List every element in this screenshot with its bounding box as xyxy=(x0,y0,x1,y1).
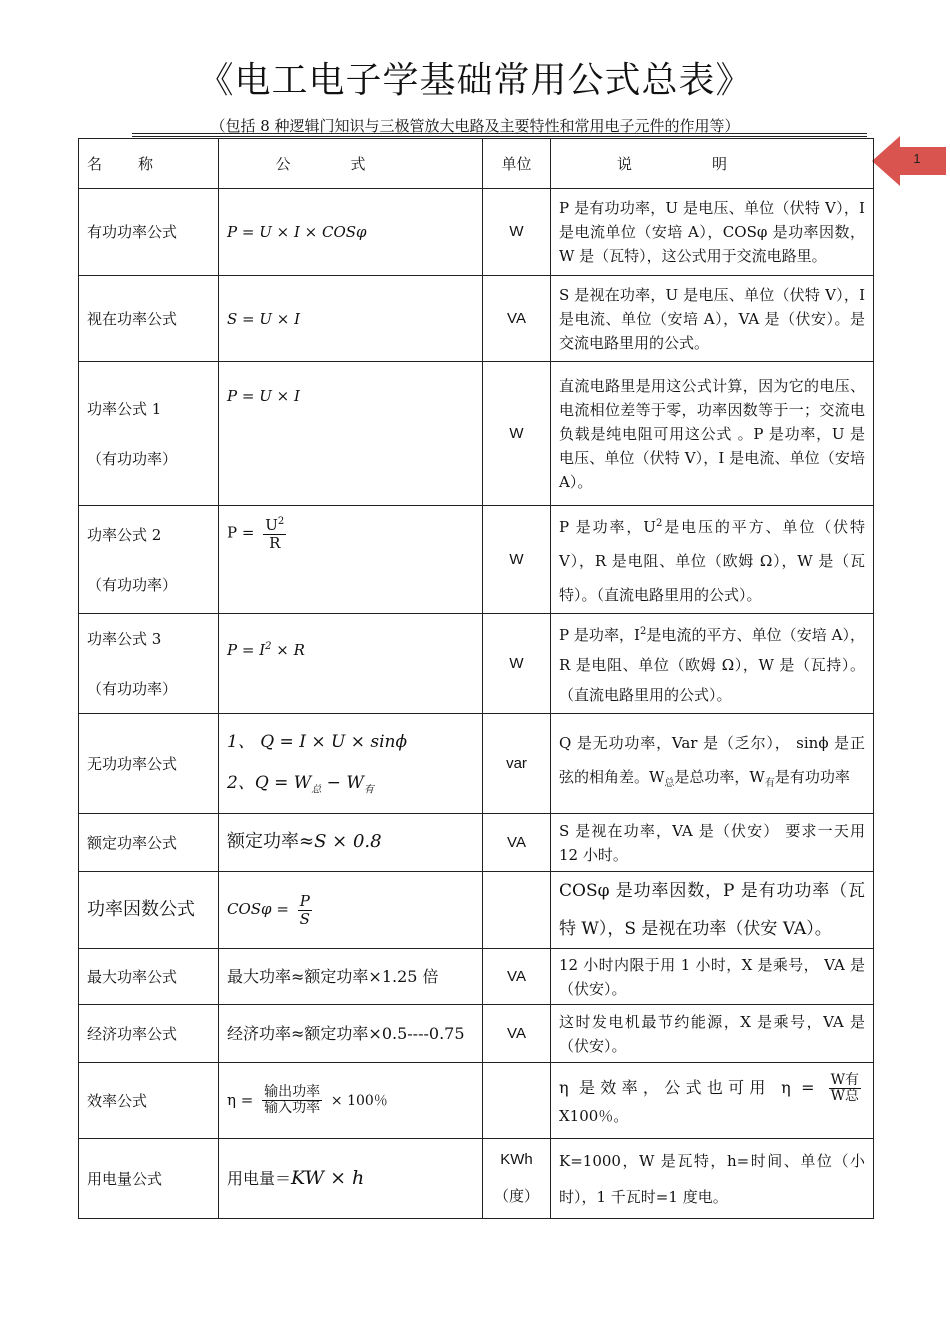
table-row xyxy=(79,949,874,1005)
row-formula: 经济功率≈额定功率×0.5----0.75 xyxy=(219,1005,483,1063)
row-desc: COSφ 是功率因数，P 是有功功率（瓦特 W），S 是视在功率（伏安 VA）。 xyxy=(551,872,874,949)
row-name-cell xyxy=(79,362,219,506)
formula-line-1: 1、 Q = I × U × sinϕ xyxy=(227,731,408,752)
formula-2-sub-total: 总 xyxy=(311,784,322,796)
row-formula: S = U × I xyxy=(219,276,483,362)
row-name-cell xyxy=(79,614,219,714)
row-name: 用电量公式 xyxy=(79,1139,219,1219)
formula-fraction xyxy=(263,516,286,551)
row-formula-cell xyxy=(219,1063,483,1139)
row-unit xyxy=(483,1063,551,1139)
row-desc-exp: 2 xyxy=(655,518,663,529)
row-formula-cell xyxy=(219,714,483,814)
row-unit-cell xyxy=(483,1139,551,1219)
row-unit: var xyxy=(483,714,551,814)
header-unit: 单位 xyxy=(483,139,551,189)
row-desc-cell xyxy=(551,506,874,614)
table-row xyxy=(79,1005,874,1063)
row-desc-exp: 2 xyxy=(639,626,647,637)
table-row xyxy=(79,189,874,276)
table-row xyxy=(79,276,874,362)
formula-text: 用电量＝ xyxy=(227,1169,292,1189)
row-desc-sub-total: 总 xyxy=(664,778,675,789)
row-desc: S 是视在功率，U 是电压、单位（伏特 V），I 是电流、单位（安培 A），VA 是（伏安）。是交流电路里用的公式。 xyxy=(551,276,874,362)
title-rule-top xyxy=(132,133,867,134)
document-subtitle: （包括 8 种逻辑门知识与三极管放大电路及主要特性和常用电子元件的作用等） xyxy=(210,117,740,135)
row-desc-cell xyxy=(551,1063,874,1139)
formula-fraction xyxy=(298,893,312,927)
row-name: 有功功率公式 xyxy=(79,189,219,276)
desc-denominator: W总 xyxy=(830,1088,859,1104)
formula-denominator: S xyxy=(299,909,310,928)
row-name-cell xyxy=(79,506,219,614)
row-desc-b: 是电流的平方、单位（安培 A），R 是电阻、单位（欧姆 Ω），W 是（瓦持）。（直流电路里用的公式）。 xyxy=(559,626,865,704)
formula-lhs: η = xyxy=(227,1090,254,1109)
row-desc: 这时发电机最节约能源，X 是乘号，VA 是（伏安）。 xyxy=(551,1005,874,1063)
row-formula-cell xyxy=(219,1139,483,1219)
row-formula-cell xyxy=(219,814,483,872)
row-desc-b: X100％。 xyxy=(559,1107,629,1126)
row-desc-a: P 是功率，U xyxy=(559,518,656,536)
row-desc-cell xyxy=(551,614,874,714)
table-row xyxy=(79,506,874,614)
formula-denominator: R xyxy=(269,533,281,552)
row-unit-sub: （度） xyxy=(493,1187,539,1205)
row-desc: 直流电路里是用这公式计算，因为它的电压、电流相位差等于零，功率因数等于一；交流电负载是纯电阻可用这公式 。P 是功率，U 是电压、单位（伏特 V），I 是电流、单位（安培 A）。 xyxy=(551,362,874,506)
desc-fraction xyxy=(829,1073,861,1105)
table-row xyxy=(79,614,874,714)
formula-line-2 xyxy=(227,770,474,798)
row-desc-sub-active: 有 xyxy=(764,778,775,789)
table-row xyxy=(79,814,874,872)
header-name: 名称 xyxy=(79,139,219,189)
formula-2-sub-active: 有 xyxy=(363,784,374,796)
row-name: 额定功率公式 xyxy=(79,814,219,872)
formula-text: 额定功率≈ xyxy=(227,831,315,853)
table-row xyxy=(79,872,874,949)
table-row xyxy=(79,1139,874,1219)
row-desc-c: 是有功功率 xyxy=(774,768,850,786)
formula-lhs: COSφ = xyxy=(227,900,289,918)
table-header-row xyxy=(79,139,874,189)
row-unit: W xyxy=(483,614,551,714)
row-formula-cell xyxy=(219,872,483,949)
row-unit: VA xyxy=(483,1005,551,1063)
table-row xyxy=(79,362,874,506)
row-desc-b: 是电压的平方、单位（伏特 V），R 是电阻、单位（欧姆 Ω），W 是（瓦特）。（直流电路里用的公式）。 xyxy=(559,518,865,604)
table-row xyxy=(79,1063,874,1139)
row-formula: 最大功率≈额定功率×1.25 倍 xyxy=(219,949,483,1005)
row-name-sub: （有功功率） xyxy=(87,449,178,468)
row-name: 无功功率公式 xyxy=(79,714,219,814)
row-unit: VA xyxy=(483,949,551,1005)
desc-numerator: W有 xyxy=(830,1071,859,1088)
row-name-sub: （有功功率） xyxy=(87,679,178,698)
formula-2-a: 2、Q = W xyxy=(227,772,312,793)
row-desc: P 是有功功率，U 是电压、单位（伏特 V），I 是电流单位（安培 A），COSφ 是功率因数，W 是（瓦特），这公式用于交流电路里。 xyxy=(551,189,874,276)
formula-fraction xyxy=(262,1085,322,1117)
row-unit xyxy=(483,872,551,949)
formula-math: S × 0.8 xyxy=(314,831,382,853)
row-desc-cell xyxy=(551,714,874,814)
row-name: 经济功率公式 xyxy=(79,1005,219,1063)
row-unit: VA xyxy=(483,814,551,872)
row-desc-b: 是总功率，W xyxy=(674,768,765,786)
row-unit: W xyxy=(483,506,551,614)
row-name: 最大功率公式 xyxy=(79,949,219,1005)
row-desc: K=1000，W 是瓦特，h=时间、单位（小时），1 千瓦时=1 度电。 xyxy=(551,1139,874,1219)
formula-math: KW × h xyxy=(291,1167,365,1190)
formula-table xyxy=(78,138,874,1219)
row-name: 功率公式 3 xyxy=(87,629,162,648)
page-number: 1 xyxy=(913,151,921,166)
formula-part-a: P = I xyxy=(227,641,266,659)
page-number-tab xyxy=(872,136,946,186)
header-desc: 说明 xyxy=(551,139,874,189)
formula-2-b: − W xyxy=(321,772,364,793)
row-name: 功率因数公式 xyxy=(79,872,219,949)
row-unit: W xyxy=(483,362,551,506)
row-name: 视在功率公式 xyxy=(79,276,219,362)
formula-part-b: × R xyxy=(276,641,305,659)
row-desc-a: P 是功率，I xyxy=(559,626,640,644)
row-name-sub: （有功功率） xyxy=(87,575,178,594)
document-title: 《电工电子学基础常用公式总表》 xyxy=(197,60,753,101)
row-unit: W xyxy=(483,189,551,276)
formula-numerator: U xyxy=(265,516,278,534)
row-formula: P = U × I xyxy=(219,362,483,506)
table-row xyxy=(79,714,874,814)
row-unit: KWh xyxy=(500,1151,533,1168)
formula-exponent: 2 xyxy=(277,516,285,527)
formula-exponent: 2 xyxy=(265,641,272,652)
row-name: 功率公式 1 xyxy=(87,399,162,418)
formula-rhs: × 100％ xyxy=(330,1092,388,1109)
row-formula-cell xyxy=(219,614,483,714)
row-desc: S 是视在功率，VA 是（伏安） 要求一天用 12 小时。 xyxy=(551,814,874,872)
formula-numerator: 输出功率 xyxy=(264,1083,321,1100)
row-formula-cell xyxy=(219,506,483,614)
header-formula: 公式 xyxy=(219,139,483,189)
formula-denominator: 输入功率 xyxy=(264,1100,321,1116)
row-unit: VA xyxy=(483,276,551,362)
row-desc: 12 小时内限于用 1 小时，X 是乘号， VA 是（伏安）。 xyxy=(551,949,874,1005)
formula-lhs: P = xyxy=(227,523,255,542)
title-rule-bottom xyxy=(132,136,867,137)
row-formula: P = U × I × COSφ xyxy=(219,189,483,276)
row-desc-a: Q 是无功功率，Var 是（乏尔）， sinϕ 是正弦的相角差。W xyxy=(559,734,865,786)
row-desc-a: η 是效率，公式也可用 η = xyxy=(559,1077,815,1097)
formula-numerator: P xyxy=(299,892,310,910)
row-name: 功率公式 2 xyxy=(87,525,162,544)
row-name: 效率公式 xyxy=(79,1063,219,1139)
